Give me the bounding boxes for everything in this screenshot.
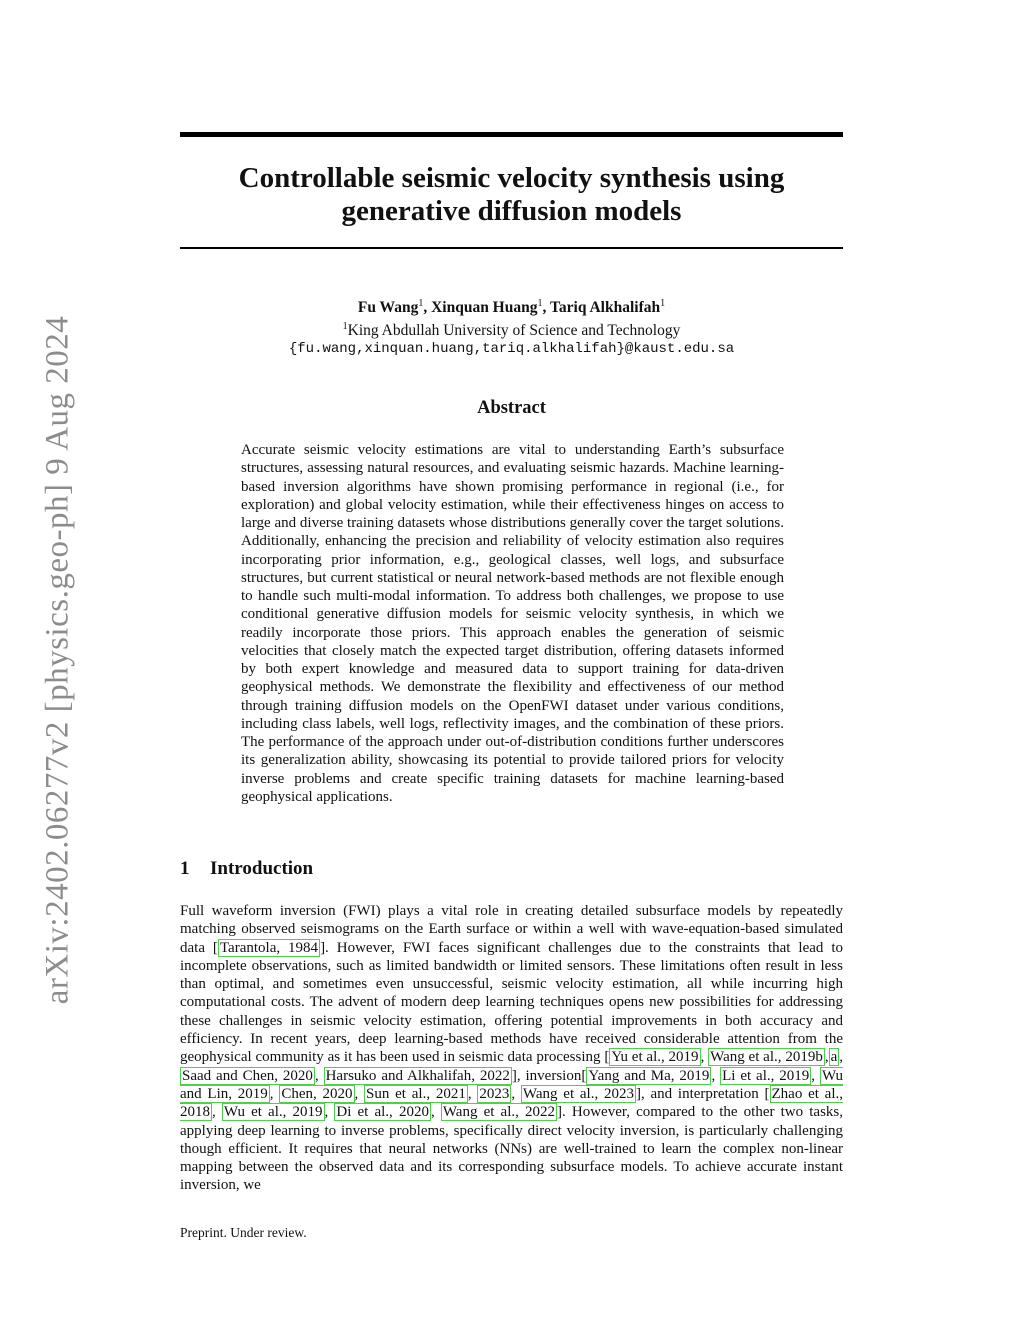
citation-link[interactable]: Sun et al., 2021: [366, 1085, 466, 1102]
paragraph-text: Full waveform inversion (FWI) plays a vital role in creating detailed subsurface models by repeatedly matching observed seismograms on the Earth surface or within a well with wave-equation-based simulated data [: [180, 903, 843, 956]
paragraph-text: ]. However, compared to the other two tasks, applying deep learning to inverse problems, specifically direct velocity inversion, is particularly challenging though efficient. It requires that neural networks (NNs) are well-trained to learn the complex non-linear mapping between the observed data and its corresponding subsurface models. To achieve accurate instant inversion, we: [180, 1104, 844, 1194]
citation-link[interactable]: Yang and Ma, 2019: [588, 1067, 710, 1084]
paragraph-text: ,: [839, 1049, 843, 1066]
paragraph-text: ,: [430, 1104, 441, 1121]
title-bottom-rule: [180, 247, 843, 249]
paragraph-text: ,: [467, 1085, 478, 1102]
paragraph-text: ], and interpretation [: [635, 1085, 770, 1102]
introduction-paragraph: [180, 902, 843, 1195]
affiliation-text: King Abdullah University of Science and Technology: [347, 322, 681, 340]
section-number: 1: [180, 858, 190, 879]
author-block: [180, 294, 843, 359]
paragraph-text: ,: [324, 1104, 335, 1121]
citation-link[interactable]: a: [830, 1049, 838, 1066]
citation-link[interactable]: Wang et al., 2023: [522, 1085, 634, 1102]
paragraph-text: ,: [212, 1104, 222, 1121]
author-names: Fu Wang$^1$, Xinquan Huang$^1$, Tariq Alkhalifah$^1$: [357, 298, 666, 317]
citation-link[interactable]: Saad and Chen, 2020: [182, 1067, 313, 1084]
citation-link[interactable]: Wu and Lin, 2019: [180, 1067, 843, 1102]
citation-link[interactable]: Wang et al., 2019b: [710, 1049, 823, 1066]
abstract-text: Accurate seismic velocity estimations are vital to understanding Earth’s subsurface structures, assessing natural resources, and evaluating seismic hazards. Machine learning-based inversion algorithms have shown promising performance in regional (i.e., for exploration) and global velocity estimation, while their effectiveness hinges on access to large and diverse training datasets whose distributions generally cover the target solutions. Additionally, enhancing the precision and reliability of velocity estimation also requires incorporating prior information, e.g., geological classes, well logs, and subsurface structures, but current statistical or neural network-based methods are not flexible enough to handle such multi-modal information. To address both challenges, we propose to use conditional generative diffusion models for seismic velocity synthesis, in which we readily incorporate those priors. This approach enables the generation of seismic velocities that closely match the expected target distribution, offering datasets informed by both expert knowledge and measured data to support training for data-driven geophysical methods. We demonstrate the flexibility and effectiveness of our method through training diffusion models on the OpenFWI dataset under various conditions, including class labels, well logs, reflectivity images, and the combination of these priors. The performance of the approach under out-of-distribution conditions further underscores its generalization ability, showcasing its potential to provide tailored priors for velocity inverse problems and create specific training datasets for machine learning-based geophysical applications.: [241, 442, 784, 805]
footer-note: Preprint. Under review.: [180, 1225, 307, 1240]
paragraph-text: ,: [314, 1067, 324, 1084]
citation-link[interactable]: Wu et al., 2019: [223, 1104, 323, 1121]
title-top-rule: [180, 132, 843, 137]
paragraph-text: ,: [824, 1049, 829, 1066]
paragraph-text: ]. However, FWI faces significant challenges due to the constraints that lead to incomplete observations, such as limited bandwidth or limited sensors. These limitations often result in less than optimal, and sometimes even unsuccessful, seismic velocity estimation, all while incurring high computational costs. The advent of modern deep learning techniques opens new possibilities for addressing these challenges in seismic velocity estimation, offering potential improvements in both accuracy and efficiency. In recent years, deep learning-based methods have received considerable attention from the geophysical community as it has been used in seismic data processing [: [180, 939, 844, 1066]
citation-link[interactable]: Li et al., 2019: [722, 1067, 810, 1084]
section-heading: [180, 858, 313, 880]
author-affil-mark: 1: [418, 298, 424, 309]
citation-link[interactable]: Yu et al., 2019: [611, 1049, 699, 1066]
citation-link[interactable]: Chen, 2020: [281, 1085, 353, 1102]
paragraph-text: ], inversion[: [511, 1067, 587, 1084]
citation-link[interactable]: Zhao et al., 2018: [180, 1085, 844, 1121]
citation-link[interactable]: Di et al., 2020: [336, 1104, 429, 1121]
arxiv-identifier: arXiv:2402.06277v2 [physics.geo-ph] 9 Aug 2024: [39, 315, 76, 1005]
citation-link[interactable]: Tarantola, 1984: [219, 939, 319, 956]
author-name: Fu Wang: [357, 299, 419, 317]
paragraph-text: ,: [811, 1067, 820, 1084]
abstract-heading: Abstract: [477, 398, 546, 418]
citation-link[interactable]: Harsuko and Alkhalifah, 2022: [325, 1067, 510, 1084]
paper-title: Controllable seismic velocity synthesis using generative diffusion models: [238, 162, 785, 227]
citation-link[interactable]: Wang et al., 2022: [442, 1104, 556, 1121]
affiliation: [180, 317, 843, 340]
paragraph-text: ,: [354, 1085, 365, 1102]
paragraph-text: ,: [711, 1067, 721, 1084]
author-emails: {fu.wang,xinquan.huang,tariq.alkhalifah}@kaust.edu.sa: [288, 341, 735, 358]
paragraph-text: ,: [700, 1049, 709, 1066]
author-affil-mark: 1: [537, 298, 543, 309]
affiliation-mark: 1: [342, 321, 348, 333]
paragraph-text: ,: [511, 1085, 521, 1102]
author-affil-mark: 1: [660, 298, 666, 309]
author-name: Tariq Alkhalifah: [549, 299, 661, 317]
author-name: Xinquan Huang: [431, 299, 538, 317]
section-title: Introduction: [210, 858, 314, 879]
paragraph-text: ,: [269, 1085, 280, 1102]
citation-link[interactable]: 2023: [479, 1085, 510, 1102]
